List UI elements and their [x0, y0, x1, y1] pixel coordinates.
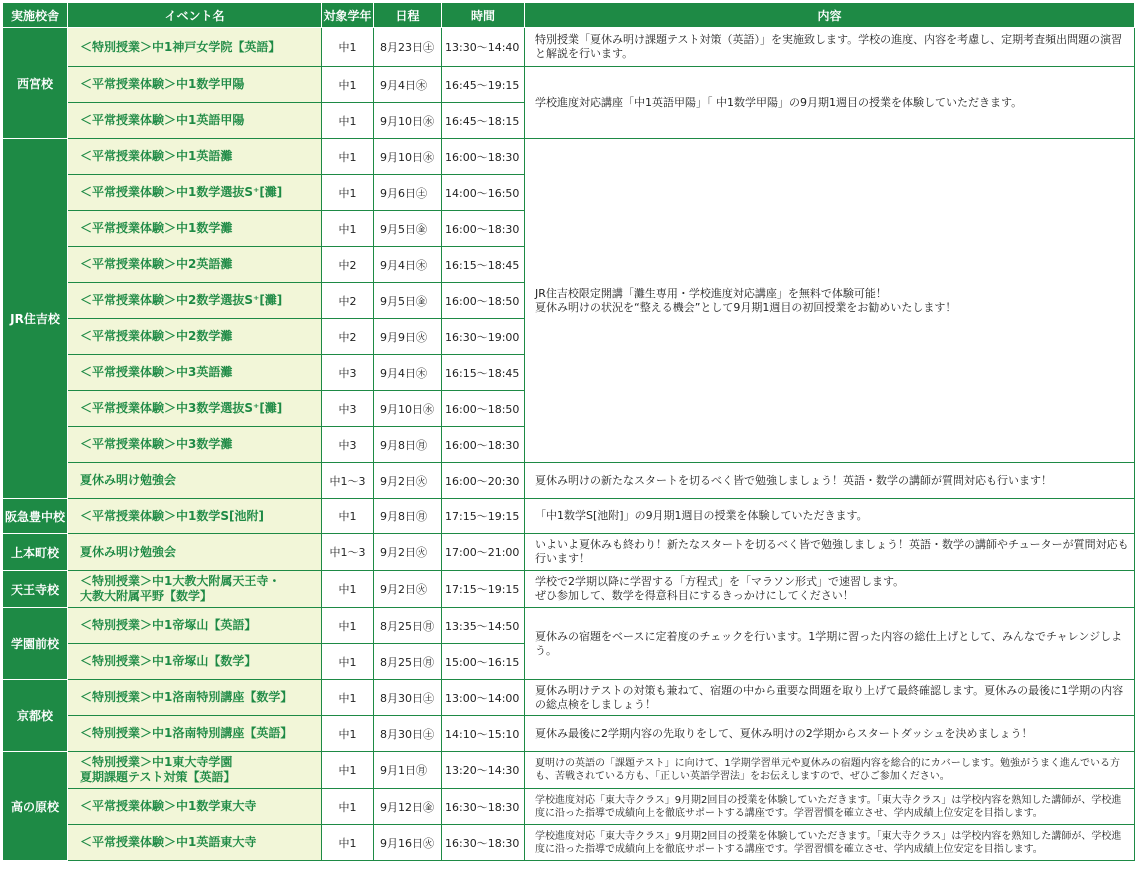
school-cell: 西宮校	[3, 28, 68, 139]
event-name: ＜特別授業＞中1神戸女学院【英語】	[68, 28, 322, 67]
time-cell: 16:15～18:45	[442, 247, 525, 283]
time-cell: 16:30～18:30	[442, 789, 525, 825]
grade-cell: 中1	[322, 139, 374, 175]
date-cell: 9月1日㊊	[374, 752, 442, 789]
table-row	[3, 789, 1135, 825]
time-cell: 17:15～19:15	[442, 499, 525, 534]
school-cell: 天王寺校	[3, 571, 68, 608]
event-name: ＜平常授業体験＞中3数学選抜S⁺[灘]	[68, 391, 322, 427]
date-cell: 8月30日㊏	[374, 680, 442, 716]
date-cell: 9月8日㊊	[374, 499, 442, 534]
time-cell: 16:30～19:00	[442, 319, 525, 355]
table-row	[3, 716, 1135, 752]
date-cell: 9月12日㊎	[374, 789, 442, 825]
event-name: ＜平常授業体験＞中2英語灘	[68, 247, 322, 283]
header-time: 時間	[442, 3, 525, 28]
date-cell: 9月4日㊍	[374, 355, 442, 391]
event-name: ＜平常授業体験＞中1数学S[池附]	[68, 499, 322, 534]
table-row	[3, 608, 1135, 644]
time-cell: 16:00～18:30	[442, 139, 525, 175]
time-cell: 14:10～15:10	[442, 716, 525, 752]
content-cell: 学校進度対応「東大寺クラス」9月期2回目の授業を体験していただきます。「東大寺クラス」は学校内容を熟知した講師が、学校進度に沿った指導で成績向上を徹底サポートする講座です。学習習慣を確立させ、学内成績上位安定を目指します。	[525, 825, 1135, 861]
table-row	[3, 28, 1135, 67]
date-cell: 8月25日㊊	[374, 644, 442, 680]
time-cell: 17:00～21:00	[442, 534, 525, 571]
table-row	[3, 499, 1135, 534]
grade-cell: 中3	[322, 427, 374, 463]
date-cell: 9月2日㊋	[374, 571, 442, 608]
date-cell: 8月25日㊊	[374, 608, 442, 644]
event-name: ＜特別授業＞中1帝塚山【数学】	[68, 644, 322, 680]
header-content: 内容	[525, 3, 1135, 28]
time-cell: 13:35～14:50	[442, 608, 525, 644]
grade-cell: 中3	[322, 355, 374, 391]
table-row	[3, 680, 1135, 716]
school-cell: 阪急豊中校	[3, 499, 68, 534]
content-cell: いよいよ夏休みも終わり！新たなスタートを切るべく皆で勉強しましょう！英語・数学の講師やチューターが質問対応も行います！	[525, 534, 1135, 571]
date-cell: 9月10日㊌	[374, 391, 442, 427]
table-row	[3, 571, 1135, 608]
grade-cell: 中3	[322, 391, 374, 427]
table-row	[3, 534, 1135, 571]
content-cell: 「中1数学S[池附]」の9月期1週目の授業を体験していただきます。	[525, 499, 1135, 534]
date-cell: 9月5日㊎	[374, 211, 442, 247]
grade-cell: 中1	[322, 103, 374, 139]
grade-cell: 中1	[322, 644, 374, 680]
date-cell: 9月10日㊌	[374, 103, 442, 139]
table-row	[3, 67, 1135, 103]
event-name: ＜平常授業体験＞中1英語東大寺	[68, 825, 322, 861]
event-name: ＜平常授業体験＞中3数学灘	[68, 427, 322, 463]
event-name: ＜平常授業体験＞中1数学灘	[68, 211, 322, 247]
table-row	[3, 825, 1135, 861]
date-cell: 9月16日㊋	[374, 825, 442, 861]
content-cell: 夏明けの英語の「課題テスト」に向けて、1学期学習単元や夏休みの宿題内容を総合的にカバーします。勉強がうまく進んでいる方も、苦戦されている方も、「正しい英語学習法」をお伝えしますので、ぜひご参加ください。	[525, 752, 1135, 789]
event-name: ＜平常授業体験＞中3英語灘	[68, 355, 322, 391]
date-cell: 9月10日㊌	[374, 139, 442, 175]
time-cell: 16:45～18:15	[442, 103, 525, 139]
event-name: ＜特別授業＞中1洛南特別講座【数学】	[68, 680, 322, 716]
time-cell: 13:20～14:30	[442, 752, 525, 789]
grade-cell: 中2	[322, 319, 374, 355]
header-row	[3, 3, 1135, 28]
school-cell: 高の原校	[3, 752, 68, 861]
time-cell: 17:15～19:15	[442, 571, 525, 608]
time-cell: 16:15～18:45	[442, 355, 525, 391]
time-cell: 16:00～18:30	[442, 427, 525, 463]
event-name: ＜平常授業体験＞中2数学選抜S⁺[灘]	[68, 283, 322, 319]
time-cell: 16:45～19:15	[442, 67, 525, 103]
time-cell: 13:30～14:40	[442, 28, 525, 67]
event-name: ＜特別授業＞中1東大寺学園 夏期課題テスト対策【英語】	[68, 752, 322, 789]
event-name: ＜平常授業体験＞中1数学選抜S⁺[灘]	[68, 175, 322, 211]
time-cell: 16:30～18:30	[442, 825, 525, 861]
event-name: ＜平常授業体験＞中2数学灘	[68, 319, 322, 355]
time-cell: 16:00～18:50	[442, 391, 525, 427]
grade-cell: 中1	[322, 789, 374, 825]
table-row	[3, 463, 1135, 499]
date-cell: 9月8日㊊	[374, 427, 442, 463]
header-date: 日程	[374, 3, 442, 28]
content-cell: 夏休み最後に2学期内容の先取りをして、夏休み明けの2学期からスタートダッシュを決めましょう！	[525, 716, 1135, 752]
content-cell: 特別授業「夏休み明け課題テスト対策（英語）」を実施致します。学校の進度、内容を考慮し、定期考査頻出問題の演習と解説を行います。	[525, 28, 1135, 67]
time-cell: 16:00～20:30	[442, 463, 525, 499]
header-grade: 対象学年	[322, 3, 374, 28]
school-cell: JR住吉校	[3, 139, 68, 499]
grade-cell: 中1	[322, 716, 374, 752]
date-cell: 9月4日㊍	[374, 67, 442, 103]
time-cell: 15:00～16:15	[442, 644, 525, 680]
date-cell: 9月2日㊋	[374, 534, 442, 571]
grade-cell: 中1	[322, 680, 374, 716]
event-name: 夏休み明け勉強会	[68, 534, 322, 571]
event-name: ＜平常授業体験＞中1数学甲陽	[68, 67, 322, 103]
grade-cell: 中1	[322, 211, 374, 247]
grade-cell: 中2	[322, 283, 374, 319]
date-cell: 9月4日㊍	[374, 247, 442, 283]
date-cell: 9月2日㊋	[374, 463, 442, 499]
event-name: ＜平常授業体験＞中1数学東大寺	[68, 789, 322, 825]
event-name: 夏休み明け勉強会	[68, 463, 322, 499]
grade-cell: 中1～3	[322, 463, 374, 499]
time-cell: 16:00～18:50	[442, 283, 525, 319]
grade-cell: 中1～3	[322, 534, 374, 571]
grade-cell: 中1	[322, 825, 374, 861]
date-cell: 8月30日㊏	[374, 716, 442, 752]
table-row	[3, 752, 1135, 789]
grade-cell: 中2	[322, 247, 374, 283]
content-cell: 夏休みの宿題をベースに定着度のチェックを行います。1学期に習った内容の総仕上げとして、みんなでチャレンジしよう。	[525, 608, 1135, 680]
table-row	[3, 139, 1135, 175]
time-cell: 13:00～14:00	[442, 680, 525, 716]
content-cell: 夏休み明けテストの対策も兼ねて、宿題の中から重要な問題を取り上げて最終確認します。夏休みの最後に1学期の内容の総点検をしましょう！	[525, 680, 1135, 716]
event-schedule-table	[2, 2, 1135, 861]
event-name: ＜特別授業＞中1大教大附属天王寺・ 大教大附属平野【数学】	[68, 571, 322, 608]
grade-cell: 中1	[322, 752, 374, 789]
content-cell: 夏休み明けの新たなスタートを切るべく皆で勉強しましょう！英語・数学の講師が質問対応も行います！	[525, 463, 1135, 499]
date-cell: 9月9日㊋	[374, 319, 442, 355]
time-cell: 16:00～18:30	[442, 211, 525, 247]
school-cell: 京都校	[3, 680, 68, 752]
school-cell: 学園前校	[3, 608, 68, 680]
grade-cell: 中1	[322, 608, 374, 644]
grade-cell: 中1	[322, 67, 374, 103]
grade-cell: 中1	[322, 571, 374, 608]
date-cell: 9月6日㊏	[374, 175, 442, 211]
content-cell: 学校進度対応「東大寺クラス」9月期2回目の授業を体験していただきます。「東大寺クラス」は学校内容を熟知した講師が、学校進度に沿った指導で成績向上を徹底サポートする講座です。学習習慣を確立させ、学内成績上位安定を目指します。	[525, 789, 1135, 825]
event-name: ＜平常授業体験＞中1英語甲陽	[68, 103, 322, 139]
event-name: ＜平常授業体験＞中1英語灘	[68, 139, 322, 175]
time-cell: 14:00～16:50	[442, 175, 525, 211]
date-cell: 9月5日㊎	[374, 283, 442, 319]
grade-cell: 中1	[322, 28, 374, 67]
school-cell: 上本町校	[3, 534, 68, 571]
event-name: ＜特別授業＞中1帝塚山【英語】	[68, 608, 322, 644]
event-name: ＜特別授業＞中1洛南特別講座【英語】	[68, 716, 322, 752]
header-event: イベント名	[68, 3, 322, 28]
content-cell: 学校で2学期以降に学習する「方程式」を「マラソン形式」で速習します。 ぜひ参加して、数学を得意科目にするきっかけにしてください！	[525, 571, 1135, 608]
header-school: 実施校舎	[3, 3, 68, 28]
content-cell: JR住吉校限定開講「灘生専用・学校進度対応講座」を無料で体験可能！ 夏休み明けの状況を“整える機会”として9月期1週目の初回授業をお勧めいたします！	[525, 139, 1135, 463]
grade-cell: 中1	[322, 175, 374, 211]
content-cell: 学校進度対応講座「中1英語甲陽」「 中1数学甲陽」の9月期1週目の授業を体験していただきます。	[525, 67, 1135, 139]
grade-cell: 中1	[322, 499, 374, 534]
date-cell: 8月23日㊏	[374, 28, 442, 67]
